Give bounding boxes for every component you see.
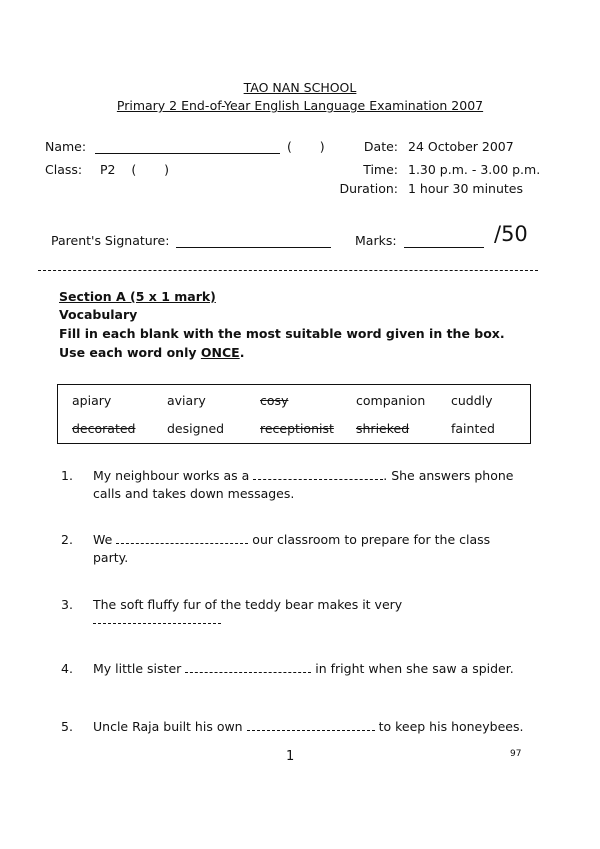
divider-line xyxy=(38,270,538,271)
time-value: 1.30 p.m. - 3.00 p.m. xyxy=(408,162,541,177)
question-4-blank[interactable] xyxy=(185,660,311,673)
marks-total: /50 xyxy=(494,222,528,246)
class-value: P2 ( ) xyxy=(100,162,169,177)
corner-mark: 97 xyxy=(510,749,522,759)
question-5-text xyxy=(93,718,533,736)
instruction-once-post: . xyxy=(239,345,245,360)
question-2-blank[interactable] xyxy=(116,531,248,544)
word-cuddly: cuddly xyxy=(451,393,493,408)
word-designed: designed xyxy=(167,421,225,436)
date-value: 24 October 2007 xyxy=(408,139,514,154)
word-shrieked: shrieked xyxy=(356,421,410,436)
question-4-text xyxy=(93,660,533,678)
question-3-blank[interactable] xyxy=(93,623,221,624)
marks-label: Marks: xyxy=(355,233,397,248)
question-1-text xyxy=(93,467,533,485)
section-subtitle: Vocabulary xyxy=(59,307,138,322)
instruction-fill: Fill in each blank with the most suitable word given in the box. xyxy=(59,326,505,341)
question-3-text: The soft fluffy fur of the teddy bear makes it very xyxy=(93,597,403,612)
instruction-once-emphasis: ONCE xyxy=(200,345,240,360)
question-4-before: My little sister xyxy=(93,661,182,676)
date-label: Date: xyxy=(363,139,398,154)
instruction-once-pre: Use each word only xyxy=(59,345,201,360)
name-line xyxy=(95,153,280,154)
question-5-blank[interactable] xyxy=(247,718,375,731)
question-4-number: 4. xyxy=(61,661,73,676)
name-index-paren: ( ) xyxy=(287,139,325,154)
exam-title: Primary 2 End-of-Year English Language Examination 2007 xyxy=(116,98,484,113)
word-decorated: decorated xyxy=(72,421,136,436)
instruction-once xyxy=(59,345,244,360)
section-title: Section A (5 x 1 mark) xyxy=(59,289,216,304)
question-4-after: in fright when she saw a spider. xyxy=(315,661,514,676)
duration-value: 1 hour 30 minutes xyxy=(408,181,524,196)
time-label: Time: xyxy=(363,162,398,177)
question-2-text xyxy=(93,531,533,549)
question-1-before: My neighbour works as a xyxy=(93,468,250,483)
question-5-after: to keep his honeybees. xyxy=(378,719,524,734)
question-1-blank[interactable] xyxy=(253,467,383,480)
word-companion: companion xyxy=(356,393,426,408)
word-cosy: cosy xyxy=(260,393,289,408)
signature-line xyxy=(176,247,331,248)
question-2-number: 2. xyxy=(61,532,73,547)
name-label: Name: xyxy=(45,139,87,154)
word-receptionist: receptionist xyxy=(260,421,334,436)
question-2-after: our classroom to prepare for the class xyxy=(252,532,491,547)
question-5-before: Uncle Raja built his own xyxy=(93,719,243,734)
word-apiary: apiary xyxy=(72,393,112,408)
parent-signature-label: Parent's Signature: xyxy=(51,233,170,248)
marks-line xyxy=(404,247,484,248)
class-label: Class: xyxy=(45,162,83,177)
word-aviary: aviary xyxy=(167,393,206,408)
question-1-line2: calls and takes down messages. xyxy=(93,486,295,501)
question-2-line2: party. xyxy=(93,550,129,565)
question-5-number: 5. xyxy=(61,719,73,734)
question-1-number: 1. xyxy=(61,468,73,483)
question-2-before: We xyxy=(93,532,113,547)
question-3-number: 3. xyxy=(61,597,73,612)
duration-label: Duration: xyxy=(339,181,398,196)
question-1-after: . She answers phone xyxy=(383,468,514,483)
page-number: 1 xyxy=(286,749,295,764)
school-name: TAO NAN SCHOOL xyxy=(243,80,357,95)
word-fainted: fainted xyxy=(451,421,495,436)
